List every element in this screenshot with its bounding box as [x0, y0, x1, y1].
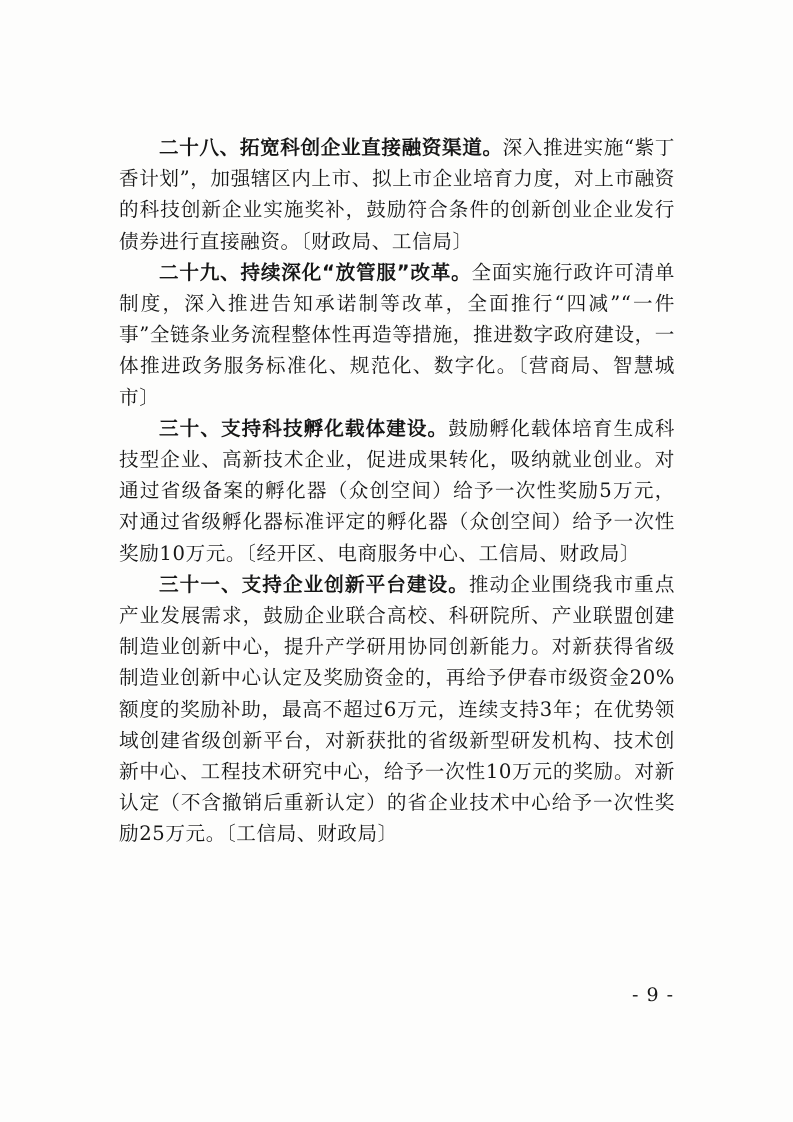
- paragraph-30-heading: 三十、支持科技孵化载体建设。: [159, 416, 449, 440]
- document-body: [119, 132, 675, 850]
- paragraph-30: [119, 413, 675, 569]
- page-number: - 9 -: [632, 984, 675, 1006]
- paragraph-31-heading: 三十一、支持企业创新平台建设。: [159, 572, 469, 596]
- paragraph-29-body: 全面实施行政许可清单制度，深入推进告知承诺制等改革，全面推行“四减”“一件事”全链条业务流程整体性再造等措施，推进数字政府建设，一体推进政务服务标准化、规范化、数字化。〔营商局、智慧城市〕: [119, 260, 676, 409]
- paragraph-31: [119, 569, 675, 850]
- paragraph-31-body: 推动企业围绕我市重点产业发展需求，鼓励企业联合高校、科研院所、产业联盟创建制造业创新中心，提升产学研用协同创新能力。对新获得省级制造业创新中心认定及奖励资金的，再给予伊春市级资金20%额度的奖励补助，最高不超过6万元，连续支持3年；在优势领域创建省级创新平台，对新获批的省级新型研发机构、技术创新中心、工程技术研究中心，给予一次性10万元的奖励。对新认定（不含撤销后重新认定）的省企业技术中心给予一次性奖励25万元。〔工信局、财政局〕: [119, 572, 676, 846]
- paragraph-30-body: 鼓励孵化载体培育生成科技型企业、高新技术企业，促进成果转化，吸纳就业创业。对通过省级备案的孵化器（众创空间）给予一次性奖励5万元，对通过省级孵化器标准评定的孵化器（众创空间）给予一次性奖励10万元。〔经开区、电商服务中心、工信局、财政局〕: [119, 416, 675, 565]
- paragraph-29: [119, 257, 675, 413]
- paragraph-28-heading: 二十八、拓宽科创企业直接融资渠道。: [159, 136, 503, 159]
- paragraph-29-heading: 二十九、持续深化“放管服”改革。: [159, 260, 472, 284]
- paragraph-28: [119, 132, 675, 257]
- paragraph-28-body: 深入推进实施“紫丁香计划”，加强辖区内上市、拟上市企业培育力度，对上市融资的科技创新企业实施奖补，鼓励符合条件的创新创业企业发行债券进行直接融资。〔财政局、工信局〕: [119, 136, 675, 253]
